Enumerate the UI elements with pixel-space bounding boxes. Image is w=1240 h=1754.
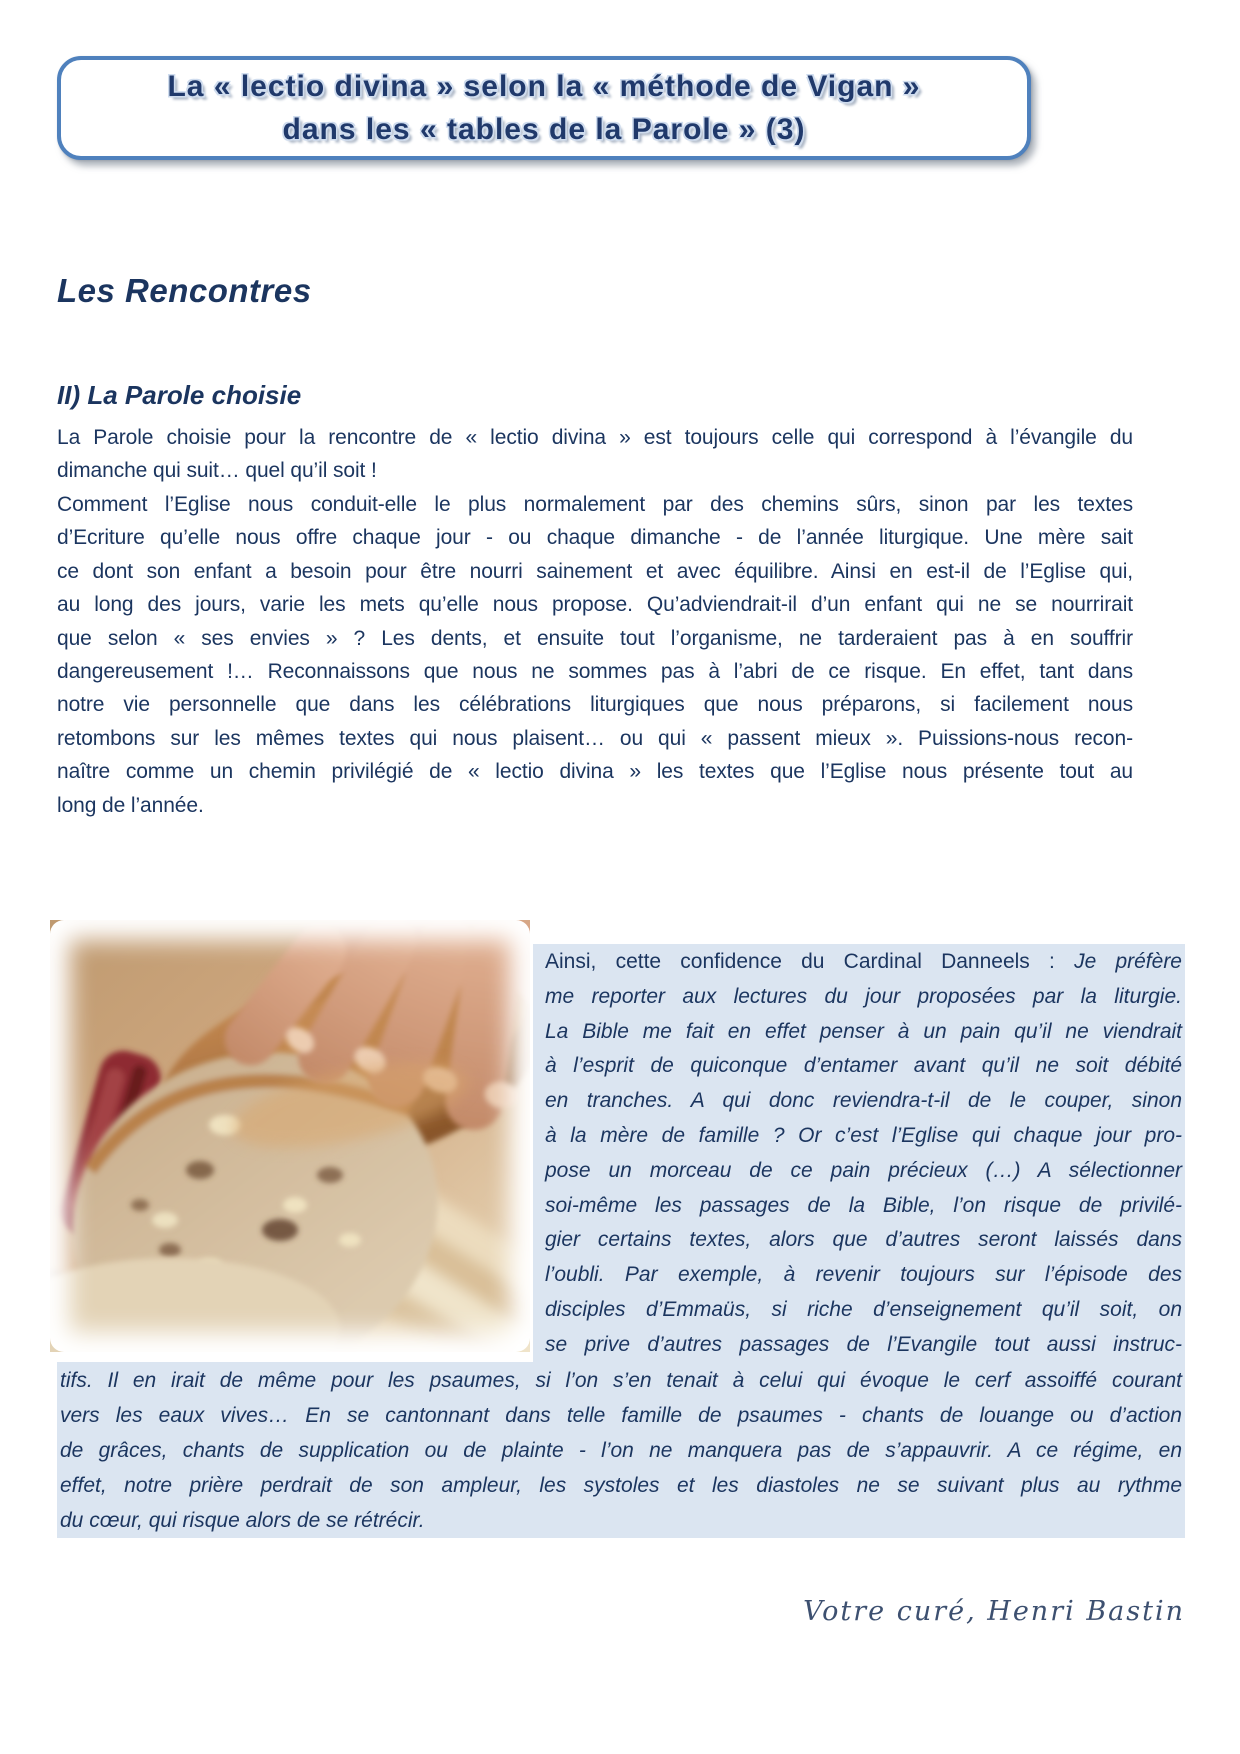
text-line: ce dont son enfant a besoin pour être nourri sainement et avec équilibre. Ainsi en est-il de l’Eglise qui, [57, 559, 1133, 583]
title-line-2: dans les « tables de la Parole » (3) [282, 113, 806, 146]
text-line: vers les eaux vives… En se cantonnant dans telle famille de psaumes - chants de louange ou d’action [60, 1404, 1182, 1427]
paragraph-main [57, 488, 1133, 822]
text-line: à la mère de famille ? Or c’est l’Eglise qui chaque jour pro- [545, 1123, 1182, 1147]
text-line: gier certains textes, alors que d’autres seront laissés dans [545, 1228, 1182, 1252]
text-line: dangereusement !… Reconnaissons que nous ne sommes pas à l’abri de ce risque. En effet, tant dans [57, 660, 1133, 684]
heading-la-parole-choisie: II) La Parole choisie [57, 380, 302, 410]
text-line: d’Ecriture qu’elle nous offre chaque jour - ou chaque dimanche - de l’année liturgique. Une mère sait [57, 526, 1133, 550]
heading-les-rencontres: Les Rencontres [57, 272, 312, 309]
text-line: de grâces, chants de supplication ou de plainte - l’on ne manquera pas de s’appauvrir. A ce régime, en [60, 1439, 1182, 1462]
text-line: se prive d’autres passages de l’Evangile tout aussi instruc- [545, 1332, 1182, 1356]
text-line: du cœur, qui risque alors de se rétrécir. [60, 1509, 425, 1532]
text-line: Comment l’Eglise nous conduit-elle le plus normalement par des chemins sûrs, sinon par les textes [57, 493, 1133, 516]
quote-highlight-below-image [57, 1362, 1185, 1538]
paragraph-intro [57, 421, 1133, 488]
text-line: pose un morceau de ce pain précieux (…) A sélectionner [545, 1158, 1182, 1182]
text-line: notre vie personnelle que dans les célébrations liturgiques que nous préparons, si facilement nous [57, 693, 1133, 717]
quote-text-beside-image [533, 944, 1185, 1363]
quote-first-line-italic: Je préfère [1074, 950, 1182, 973]
text-line: soi-même les passages de la Bible, l’on risque de privilé- [545, 1193, 1182, 1217]
text-line: effet, notre prière perdrait de son ampleur, les systoles et les diastoles ne se suivant plus au rythme [60, 1474, 1182, 1497]
text-line: long de l’année. [57, 793, 204, 817]
title-line-1: La « lectio divina » selon la « méthode de Vigan » [167, 70, 921, 103]
quote-beside-lines [545, 980, 1182, 1363]
text-line: disciples d’Emmaüs, si riche d’enseignement qu’il soit, on [545, 1297, 1182, 1321]
bread-slicing-photo [50, 920, 530, 1352]
text-line: me reporter aux lectures du jour proposées par la liturgie. [545, 984, 1182, 1008]
quote-lead-in: Ainsi, cette confidence du Cardinal Danneels : [545, 950, 1075, 973]
text-line: La Parole choisie pour la rencontre de « lectio divina » est toujours celle qui correspond à l’évangile du [57, 426, 1133, 449]
bread-photo-illustration [50, 920, 530, 1352]
text-line: La Bible me fait en effet penser à un pain qu’il ne viendrait [545, 1019, 1182, 1043]
text-line: tifs. Il en irait de même pour les psaumes, si l’on s’en tenait à celui qui évoque le cerf assoiffé courant [60, 1369, 1182, 1392]
signature: Votre curé, Henri Bastin [803, 1596, 1185, 1627]
text-line: à l’esprit de quiconque d’entamer avant qu’il ne soit débité [545, 1054, 1182, 1078]
text-line: dimanche qui suit… quel qu’il soit ! [57, 459, 377, 483]
text-line: que selon « ses envies » ? Les dents, et ensuite tout l’organisme, ne tarderaient pas à en souffrir [57, 626, 1133, 650]
text-line: l’oubli. Par exemple, à revenir toujours sur l’épisode des [545, 1263, 1182, 1287]
text-line: au long des jours, varie les mets qu’elle nous propose. Qu’adviendrait-il d’un enfant qui ne se nourrirait [57, 593, 1133, 617]
text-line: en tranches. A qui donc reviendra-t-il de le couper, sinon [545, 1089, 1182, 1113]
quote-highlight-beside-image [533, 944, 1185, 1362]
title-banner [57, 56, 1031, 160]
quote-first-line [545, 945, 1182, 980]
text-line: naître comme un chemin privilégié de « lectio divina » les textes que l’Eglise nous présente tout au [57, 760, 1133, 784]
text-line: retombons sur les mêmes textes qui nous plaisent… ou qui « passent mieux ». Puissions-nous recon- [57, 726, 1133, 750]
